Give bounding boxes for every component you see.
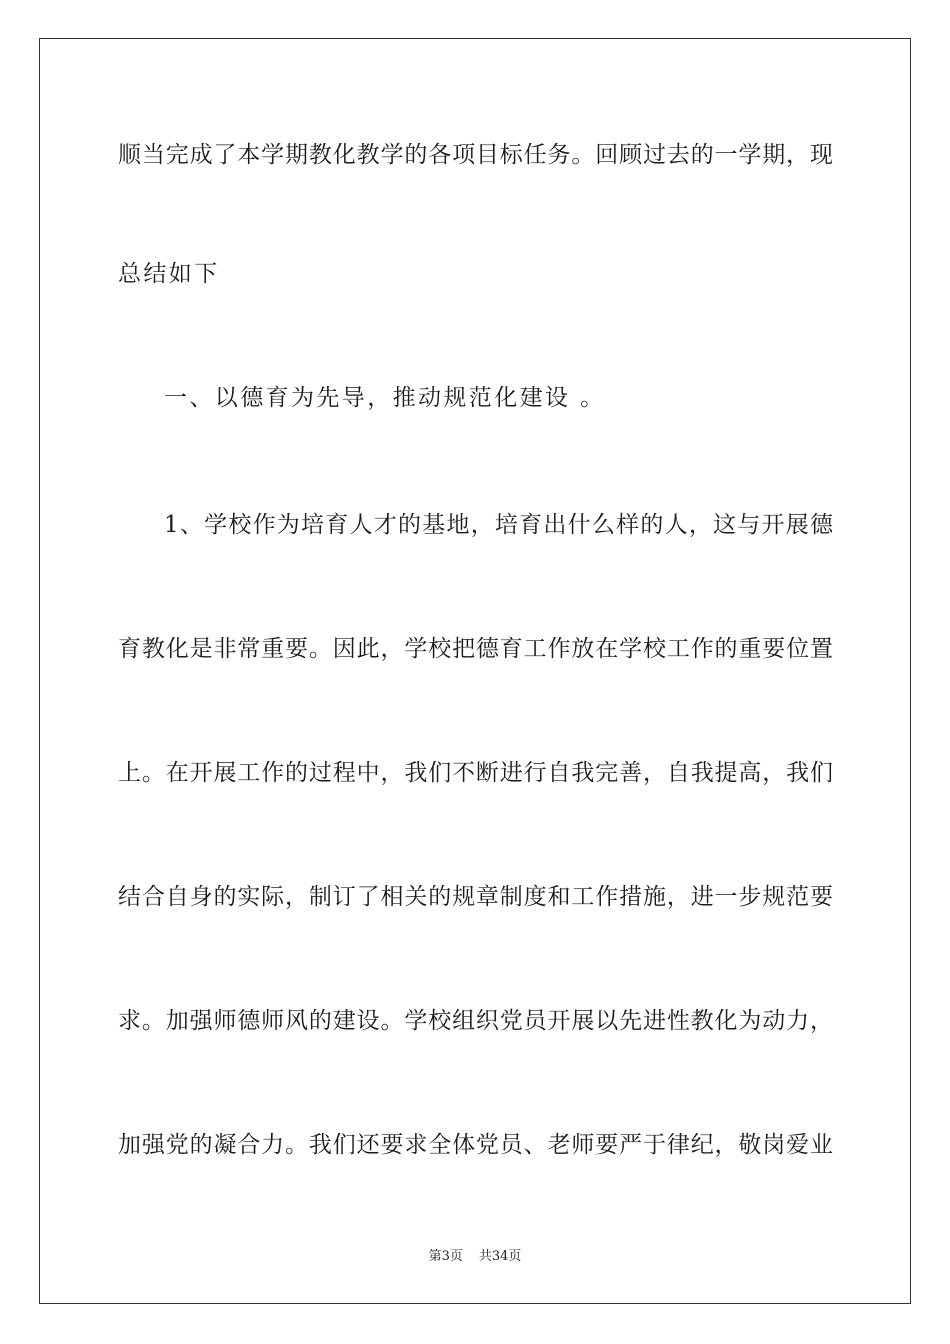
page-total: 共34页 [478, 1249, 522, 1264]
paragraph-line: 结合自身的实际，制订了相关的规章制度和工作措施，进一步规范要 [118, 884, 833, 910]
section-heading: 一、以德育为先导，推动规范化建设 。 [164, 385, 606, 411]
paragraph-line: 上。在开展工作的过程中，我们不断进行自我完善，自我提高，我们 [118, 760, 833, 786]
paragraph-line: 求。加强师德师风的建设。学校组织党员开展以先进性教化为动力， [118, 1008, 833, 1034]
paragraph-line: 1、学校作为培育人才的基地，培育出什么样的人，这与开展德 [164, 512, 833, 538]
paragraph-line: 育教化是非常重要。因此，学校把德育工作放在学校工作的重要位置 [118, 636, 833, 662]
page-border [39, 38, 911, 1304]
paragraph-line: 加强党的凝合力。我们还要求全体党员、老师要严于律纪，敬岗爱业 [118, 1132, 833, 1158]
page-footer [0, 1248, 950, 1266]
paragraph-line: 总结如下 [118, 261, 220, 287]
page-number: 第3页 [428, 1249, 463, 1264]
paragraph-line: 顺当完成了本学期教化教学的各项目标任务。回顾过去的一学期，现 [118, 142, 833, 168]
